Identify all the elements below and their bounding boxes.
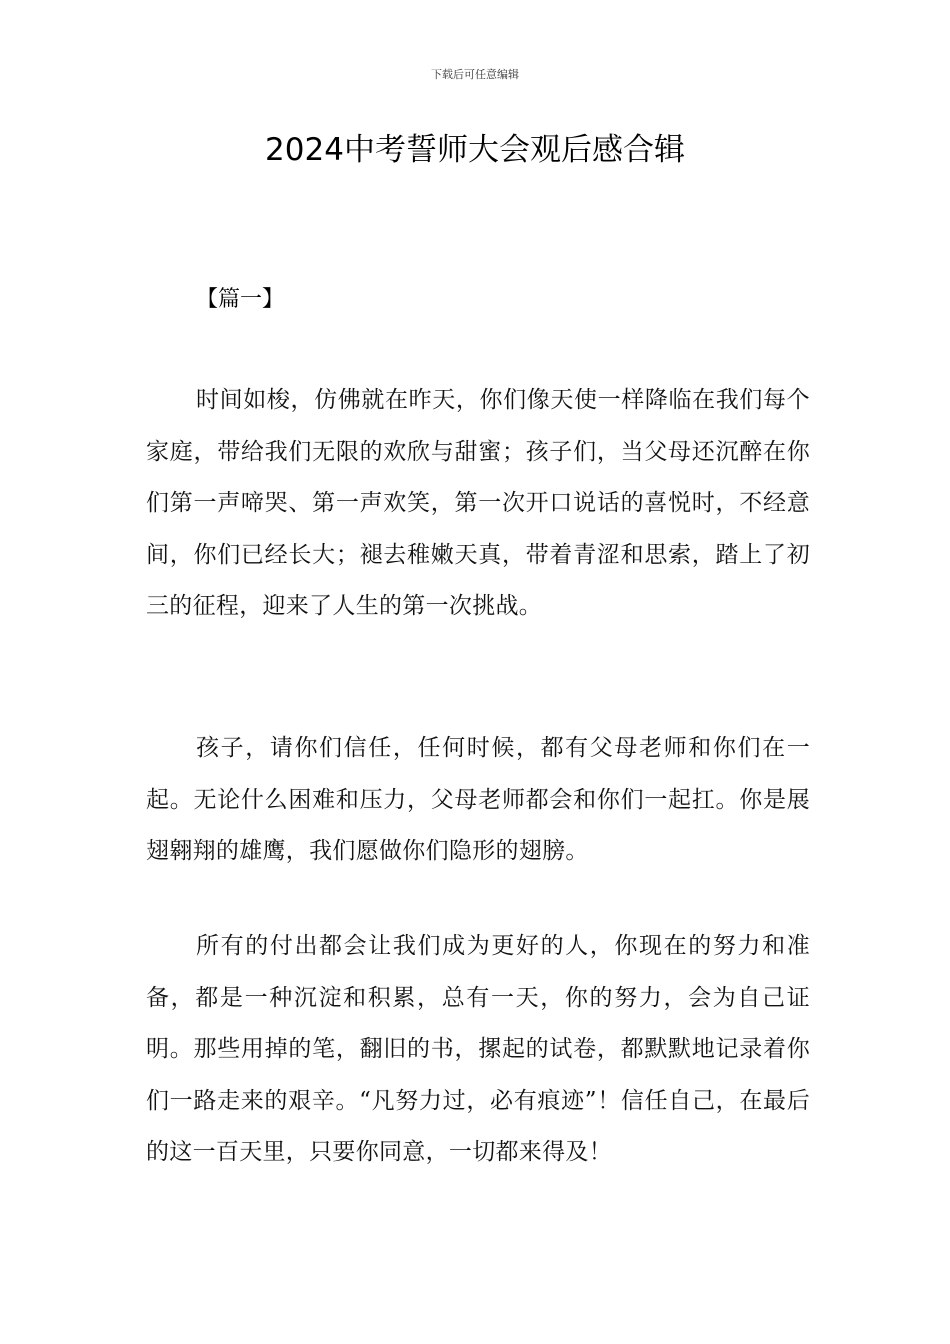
section-heading: 【篇一】: [196, 287, 285, 312]
paragraph-3: 所有的付出都会让我们成为更好的人，你现在的努力和准备，都是一种沉淀和积累，总有一天，你的努力，会为自己证明。那些用掉的笔，翻旧的书，摞起的试卷，都默默地记录着你们一路走来的艰辛。“凡努力过，必有痕迹”！信任自己，在最后的这一百天里，只要你同意，一切都来得及！: [146, 933, 810, 1165]
paragraph-2: 孩子，请你们信任，任何时候，都有父母老师和你们在一起。无论什么困难和压力，父母老师都会和你们一起扛。你是展翅翱翔的雄鹰，我们愿做你们隐形的翅膀。: [146, 735, 810, 864]
header-note: 下载后可任意编辑: [431, 68, 519, 81]
document-title: 2024中考誓师大会观后感合辑: [265, 132, 685, 168]
paragraph-1: 时间如梭，仿佛就在昨天，你们像天使一样降临在我们每个家庭，带给我们无限的欢欣与甜蜜；孩子们，当父母还沉醉在你们第一声啼哭、第一声欢笑，第一次开口说话的喜悦时，不经意间，你们已经长大；褪去稚嫩天真，带着青涩和思索，踏上了初三的征程，迎来了人生的第一次挑战。: [146, 387, 810, 619]
